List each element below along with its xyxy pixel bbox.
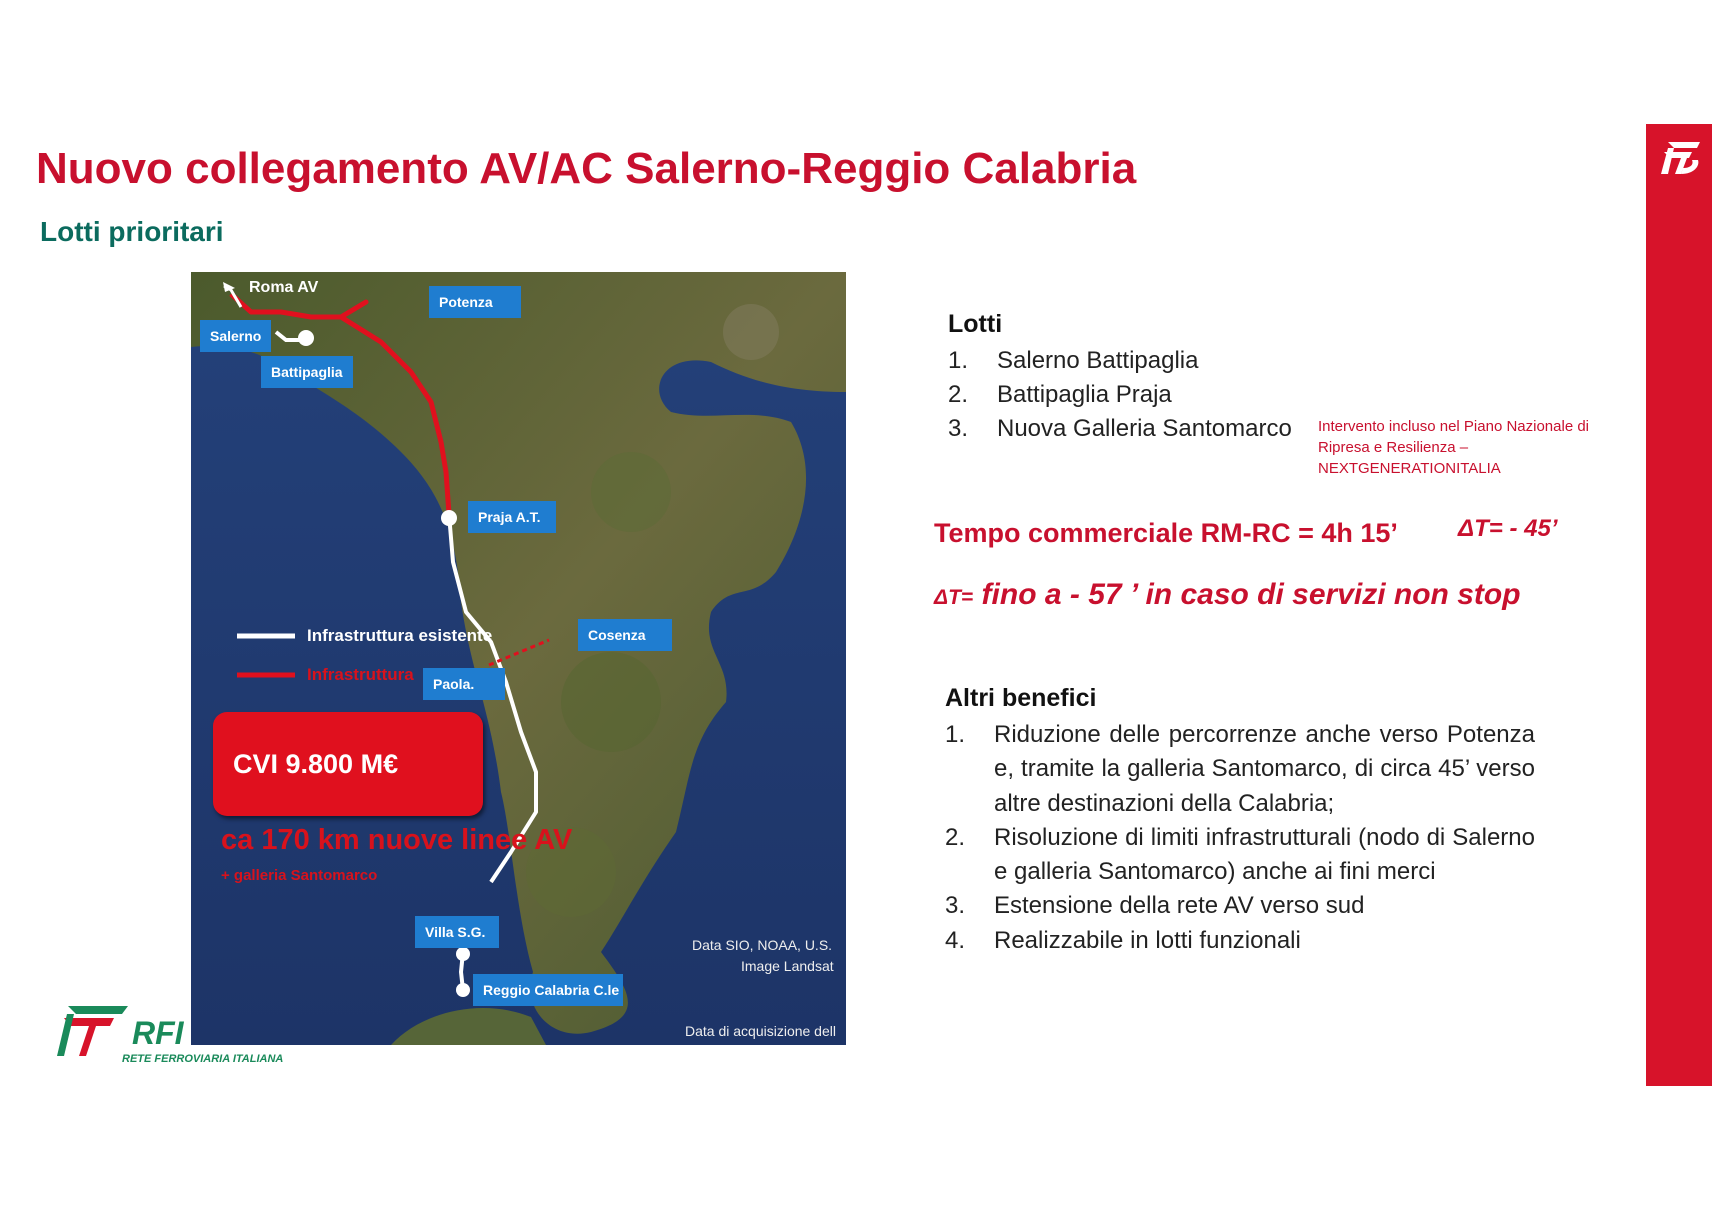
list-item: 2. Battipaglia Praja [948, 381, 1172, 408]
brand-sidebar [1646, 124, 1712, 1184]
galleria-text: + galleria Santomarco [221, 867, 378, 884]
map-label-salerno: Salerno [200, 320, 271, 352]
map-label-paola: Paola. [423, 668, 505, 700]
rfi-tagline: RETE FERROVIARIA ITALIANA [122, 1053, 284, 1064]
delta-57-prefix: ΔT= [934, 586, 974, 609]
map-label-roma: Roma AV [249, 279, 319, 296]
map-credit-1: Data SIO, NOAA, U.S. [692, 937, 833, 953]
map-image [191, 272, 846, 1045]
rfi-mark-icon [57, 1006, 128, 1056]
fs-logo-icon [1654, 138, 1704, 178]
map-credit-3: Data di acquisizione dell [685, 1023, 836, 1039]
lotti-list [948, 344, 1368, 446]
delta-57-text: fino a - 57 ’ in caso di servizi non stop [973, 578, 1521, 611]
legend-new: Infrastruttura [307, 665, 414, 684]
km-text: ca 170 km nuove linee AV [221, 824, 573, 856]
legend-existing: Infrastruttura esistente [307, 626, 493, 645]
list-item: 3. Estensione della rete AV verso sud [945, 892, 1365, 920]
map-label-reggio: Reggio Calabria C.le [473, 974, 623, 1006]
altri-benefici-list [945, 718, 1535, 958]
page-title: Nuovo collegamento AV/AC Salerno-Reggio Calabria [36, 144, 1137, 193]
map-label-villa: Villa S.G. [415, 916, 499, 948]
delta-57 [934, 578, 1521, 612]
map-credit-2: Image Landsat [741, 958, 834, 974]
cvi-box: CVI 9.800 M€ [213, 712, 483, 816]
map-label-potenza: Potenza [429, 286, 521, 318]
tempo-commerciale: Tempo commerciale RM-RC = 4h 15’ [934, 518, 1398, 548]
list-item: 1. Salerno Battipaglia [948, 347, 1199, 374]
list-item: 4. Realizzabile in lotti funzionali [945, 926, 1301, 954]
pnrr-note: Intervento incluso nel Piano Nazionale di Ripresa e Resilienza – NEXTGENERATIONITALIA [1318, 418, 1590, 477]
map-label-cosenza: Cosenza [578, 619, 672, 651]
map-label-praja: Praja A.T. [468, 501, 556, 533]
list-item: 1. Riduzione delle percorrenze anche verso Potenza e, tramite la galleria Santomarco, di circa 45’ verso altre destinazioni della Calabria; [945, 721, 1535, 817]
list-item: 2. Risoluzione di limiti infrastrutturali (nodo di Salerno e galleria Santomarco) anche ai fini merci [945, 823, 1535, 886]
delta-45: ΔT= - 45’ [1458, 515, 1558, 542]
lotti-heading: Lotti [948, 310, 1003, 338]
map-label-battipaglia: Battipaglia [261, 356, 353, 388]
list-item: 3. Nuova Galleria Santomarco [948, 415, 1292, 442]
rfi-brand-text: RFI [132, 1015, 184, 1051]
page-subtitle: Lotti prioritari [40, 216, 224, 247]
rfi-logo [56, 1004, 316, 1064]
altri-benefici-heading: Altri benefici [945, 684, 1097, 712]
page-number: 5 [1675, 1168, 1683, 1184]
